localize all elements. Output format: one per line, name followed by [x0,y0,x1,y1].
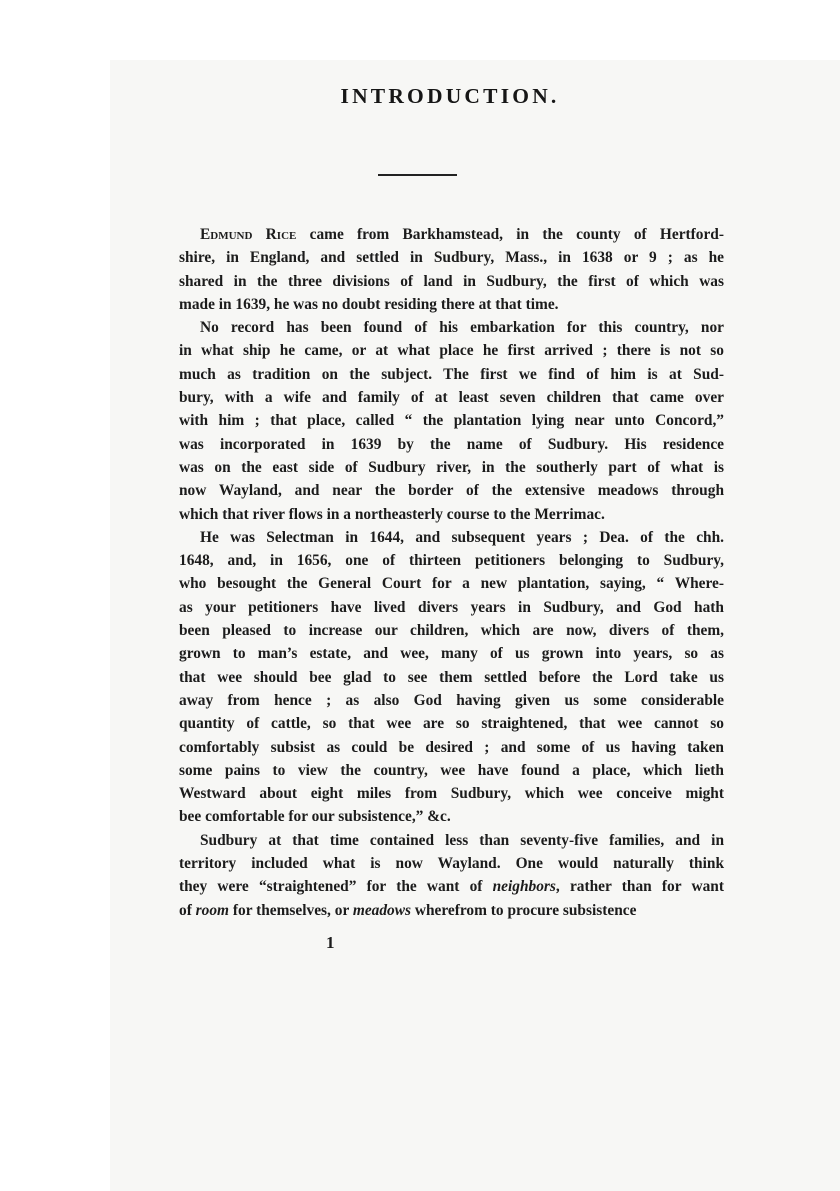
text-line [179,642,724,665]
italic-word: room [195,901,230,919]
text-line [179,433,724,456]
text-line [179,386,724,409]
page-title: INTRODUCTION. [340,84,560,108]
text-line [179,852,724,875]
text-run: in what ship he came, or at what place he first arrived ; there is not so [179,342,724,360]
text-line [179,270,724,293]
text-line [179,596,724,619]
text-line [179,479,724,502]
text-run: bury, with a wife and family of at least seven children that came over [179,389,724,407]
text-line [179,759,724,782]
text-line [179,782,724,805]
text-run: now Wayland, and near the border of the extensive meadows through [179,482,724,500]
text-run: for themselves, or [229,901,353,919]
text-line [179,409,724,432]
text-line [179,712,724,735]
author-name: Edmund Rice [200,226,297,243]
text-run: much as tradition on the subject. The first we find of him is at Sud- [179,365,724,383]
text-run: they were “straightened” for the want of [179,878,493,896]
text-run: away from hence ; as also God having given us some considerable [179,691,724,709]
text-run: was incorporated in 1639 by the name of Sudbury. His residence [179,435,724,453]
text-line [179,689,724,712]
text-run: shared in the three divisions of land in Sudbury, the first of which was [179,272,724,290]
paragraph [179,526,724,829]
text-run: Sudbury at that time contained less than seventy-five families, and in [200,831,724,849]
text-run: bee comfortable for our subsistence,” &c. [179,808,451,826]
text-run: Westward about eight miles from Sudbury, which wee conceive might [179,785,724,803]
text-run: which that river flows in a northeasterly course to the Merrimac. [179,505,605,523]
text-line [179,736,724,759]
text-run: made in 1639, he was no doubt residing there at that time. [179,295,559,313]
text-run: with him ; that place, called “ the plantation lying near unto Concord,” [179,412,724,430]
text-run: been pleased to increase our children, which are now, divers of them, [179,622,724,640]
text-line [179,619,724,642]
text-line [179,223,724,246]
title-rule [378,174,457,176]
italic-word: meadows [352,901,411,919]
text-run: No record has been found of his embarkation for this country, nor [200,319,724,337]
text-line [179,875,724,898]
text-line [179,805,724,828]
page-number: 1 [326,933,335,952]
text-line [179,456,724,479]
text-line [179,316,724,339]
italic-word: neighbors [492,878,556,896]
text-run: wherefrom to procure subsistence [411,901,637,919]
text-line [179,293,724,316]
paragraph [179,223,724,316]
text-line [179,549,724,572]
text-line [179,526,724,549]
paragraph [179,829,724,922]
text-line [179,503,724,526]
text-run: shire, in England, and settled in Sudbury, Mass., in 1638 or 9 ; as he [179,249,724,267]
text-line [179,829,724,852]
text-line [179,899,724,922]
body-text [179,223,724,922]
text-run: territory included what is now Wayland. One would naturally think [179,855,724,873]
text-run: , rather than for want [555,878,724,896]
text-run: comfortably subsist as could be desired ; and some of us having taken [179,738,724,756]
text-line [179,666,724,689]
text-run: 1648, and, in 1656, one of thirteen petitioners belonging to Sudbury, [179,552,724,570]
text-run: was on the east side of Sudbury river, in the southerly part of what is [179,458,724,476]
text-run: quantity of cattle, so that wee are so straightened, that wee cannot so [179,715,724,733]
text-run: He was Selectman in 1644, and subsequent years ; Dea. of the chh. [200,528,724,546]
text-line [179,363,724,386]
text-run: as your petitioners have lived divers years in Sudbury, and God hath [179,598,724,616]
paragraph [179,316,724,526]
text-run: some pains to view the country, wee have found a place, which lieth [179,761,724,779]
text-line [179,246,724,269]
text-run: who besought the General Court for a new plantation, saying, “ Where- [179,575,724,593]
text-run: of [179,901,196,919]
text-run: came from Barkhamstead, in the county of Hertford- [296,226,724,243]
text-run: that wee should bee glad to see them settled before the Lord take us [179,668,724,686]
text-line [179,339,724,362]
text-line [179,572,724,595]
text-run: grown to man’s estate, and wee, many of us grown into years, so as [179,645,724,663]
